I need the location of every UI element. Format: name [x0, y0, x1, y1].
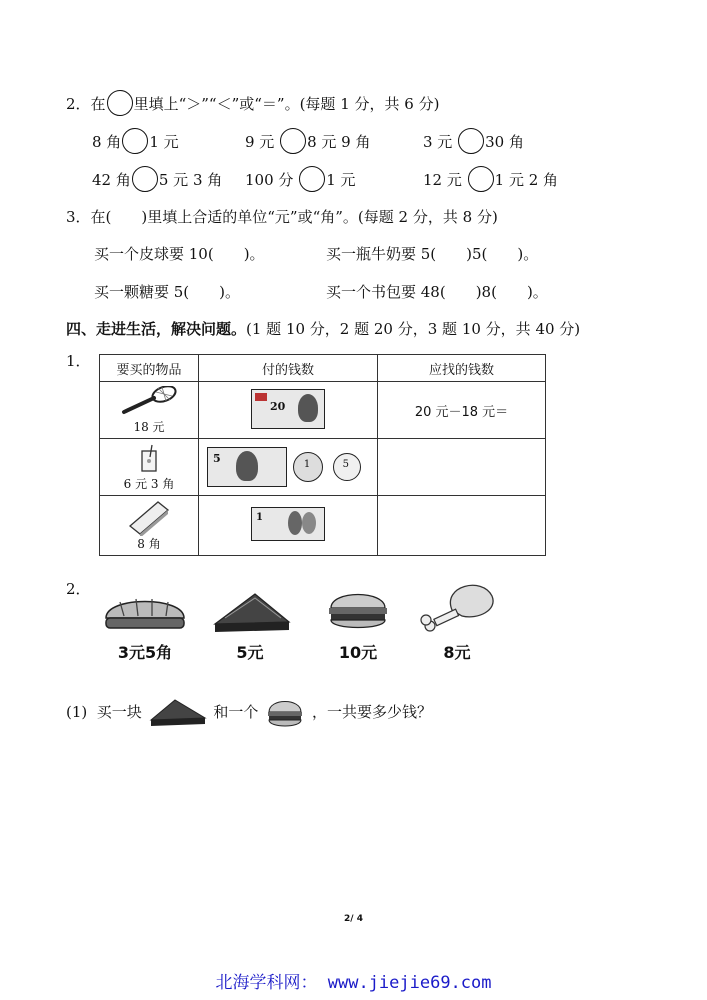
q3-instruction: 在( )里填上合适的单位“元”或“角”。(每题 2 分，共 8 分) — [90, 208, 498, 226]
q3-item: 买一颗糖要 5( )。 — [94, 283, 241, 301]
table-row — [100, 496, 546, 556]
q2-item — [245, 168, 356, 194]
q2-right: 5 元 3 角 — [158, 171, 223, 189]
food-item — [412, 580, 502, 640]
q2-left: 12 元 — [423, 171, 462, 189]
q2-left: 3 元 — [423, 133, 453, 151]
compare-circle[interactable] — [280, 128, 306, 154]
sub-text: 和一个 — [213, 703, 259, 721]
q2-right: 1 元 — [149, 133, 179, 151]
q2-right: 30 角 — [485, 133, 524, 151]
q2-left: 9 元 — [245, 133, 275, 151]
compare-circle[interactable] — [468, 166, 494, 192]
food-price: 10元 — [338, 643, 378, 662]
paid-cell — [199, 439, 378, 496]
coin-value: 5 — [342, 459, 350, 470]
item-price: 6 元 3 角 — [123, 477, 175, 491]
section-scoring: (1 题 10 分，2 题 20 分，3 题 10 分，共 40 分) — [246, 320, 581, 338]
change-cell[interactable] — [378, 382, 546, 439]
table-header-row — [100, 355, 546, 382]
compare-circle[interactable] — [458, 128, 484, 154]
q3-item: 买一个皮球要 10( )。 — [94, 245, 265, 263]
paid-cell — [199, 496, 378, 556]
q2-number: 2． — [66, 95, 91, 113]
food-item — [205, 588, 295, 638]
q2-right: 1 元 — [326, 171, 356, 189]
item-price: 18 元 — [133, 420, 165, 434]
sub-text: ，一共要多少钱？ — [311, 703, 432, 721]
change-expression: 20 元－18 元＝ — [414, 404, 509, 420]
q2-item — [92, 130, 179, 156]
q3-title — [66, 206, 498, 227]
badminton-racket-icon — [100, 386, 198, 416]
q2-left: 100 分 — [245, 171, 294, 189]
banknote-icon — [207, 447, 287, 487]
p2-number: 2． — [66, 580, 91, 598]
banknote-icon — [251, 389, 325, 429]
money-table — [99, 354, 546, 556]
q2-right: 1 元 2 角 — [494, 171, 559, 189]
answer-circle-icon — [107, 90, 133, 116]
eraser-icon — [100, 500, 198, 536]
juice-cup-icon — [100, 443, 198, 473]
compare-circle[interactable] — [132, 166, 158, 192]
p1-number: 1． — [66, 352, 91, 370]
hamburger-icon — [263, 696, 307, 730]
table-header: 付的钱数 — [199, 355, 378, 382]
item-cell — [100, 382, 199, 439]
q2-item — [423, 130, 524, 156]
page-number: 2/ 4 — [344, 914, 363, 924]
q2-title — [66, 92, 439, 118]
section-heading — [66, 318, 580, 339]
q3-item: 买一瓶牛奶要 5( )5( )。 — [326, 245, 539, 263]
note-value: 1 — [256, 512, 263, 523]
note-value: 5 — [213, 452, 221, 465]
coin-icon — [333, 453, 361, 481]
table-header: 应找的钱数 — [378, 355, 546, 382]
change-cell[interactable] — [378, 496, 546, 556]
food-item — [100, 588, 190, 638]
hamburger-icon — [313, 586, 403, 634]
q2-left: 8 角 — [92, 133, 122, 151]
bread-icon — [100, 588, 190, 634]
note-value: 20 — [270, 399, 286, 413]
chicken-leg-icon — [412, 580, 502, 636]
food-price: 3元5角 — [117, 643, 173, 662]
footer-site-link[interactable]: 北海学科网： www.jiejie69.com — [215, 973, 492, 993]
food-price: 5元 — [236, 643, 264, 662]
cake-slice-icon — [205, 588, 295, 634]
table-row — [100, 382, 546, 439]
item-price: 8 角 — [137, 537, 161, 551]
q2-item — [245, 130, 371, 156]
sub-number: (1) — [66, 703, 88, 721]
q3-item: 买一个书包要 48( )8( )。 — [326, 283, 548, 301]
table-header: 要买的物品 — [100, 355, 199, 382]
food-item — [313, 586, 403, 638]
compare-circle[interactable] — [299, 166, 325, 192]
q2-right: 8 元 9 角 — [307, 133, 371, 151]
q2-item — [92, 168, 222, 194]
banknote-icon — [251, 507, 325, 541]
sub-question-1 — [66, 696, 432, 730]
q3-number: 3． — [66, 208, 91, 226]
cake-slice-icon — [147, 696, 209, 730]
q2-left: 42 角 — [92, 171, 131, 189]
food-price: 8元 — [443, 643, 471, 662]
coin-icon — [293, 452, 323, 482]
item-cell — [100, 439, 199, 496]
coin-value: 1 — [303, 459, 311, 470]
change-cell[interactable] — [378, 439, 546, 496]
paid-cell — [199, 382, 378, 439]
q2-instruction: 里填上“＞”“＜”或“＝”。(每题 1 分，共 6 分) — [133, 95, 440, 113]
q2-pre: 在 — [90, 95, 106, 113]
table-row — [100, 439, 546, 496]
item-cell — [100, 496, 199, 556]
compare-circle[interactable] — [122, 128, 148, 154]
section-title: 四、走进生活，解决问题。 — [66, 320, 247, 338]
sub-text: 买一块 — [96, 703, 142, 721]
q2-item — [423, 168, 558, 194]
